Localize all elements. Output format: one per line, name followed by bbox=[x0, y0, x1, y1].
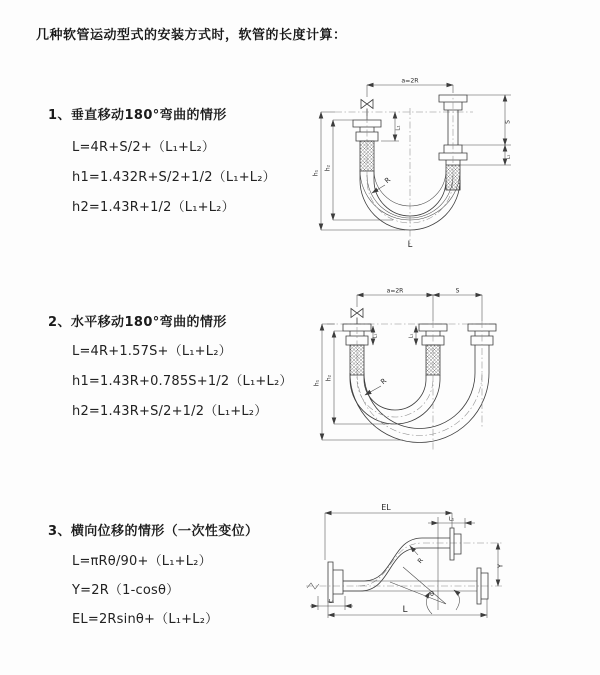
dim-label-l1-mid: L₁ bbox=[408, 333, 415, 339]
dimension-l1-left bbox=[373, 326, 379, 345]
formula-1-h2: h2=1.43R+1/2（L₁+L₂） bbox=[72, 200, 235, 215]
formula-3-Y: Y=2R（1-cosθ） bbox=[72, 583, 180, 598]
left-flange bbox=[328, 562, 343, 602]
valve-icon bbox=[351, 309, 363, 325]
dim-label-y: Y bbox=[496, 563, 505, 569]
dim-label-l1-left: L₁ bbox=[395, 125, 402, 131]
section-2-heading: 2、水平移动180°弯曲的情形 bbox=[48, 315, 227, 330]
formula-2-h1: h1=1.43R+0.785S+1/2（L₁+L₂） bbox=[72, 374, 293, 389]
dimension-l1-top bbox=[428, 517, 475, 529]
radius-callout bbox=[365, 377, 388, 395]
formula-3-EL: EL=2Rsinθ+（L₁+L₂） bbox=[72, 612, 219, 627]
dimension-h2 bbox=[325, 120, 394, 220]
dimension-y bbox=[497, 543, 505, 586]
formula-3-L: L=πRθ/90+（L₁+L₂） bbox=[72, 554, 212, 569]
radius-callout bbox=[390, 546, 446, 604]
diagram-horizontal-180-bend bbox=[305, 283, 545, 463]
centerline-curve bbox=[358, 543, 422, 586]
formula-1-h1: h1=1.432R+S/2+1/2（L₁+L₂） bbox=[72, 170, 276, 185]
dimension-l1-bottom bbox=[310, 596, 353, 610]
dimension-a2r bbox=[357, 288, 433, 296]
section-1-heading: 1、垂直移动180°弯曲的情形 bbox=[48, 108, 227, 123]
dim-label-l1-top: L₁ bbox=[448, 516, 455, 523]
formula-2-h2: h2=1.43R+S/2+1/2（L₁+L₂） bbox=[72, 404, 268, 419]
dimension-s bbox=[460, 95, 512, 165]
dimension-l1-left bbox=[381, 112, 402, 141]
angle-theta bbox=[426, 590, 459, 614]
right-upper-flange bbox=[450, 528, 461, 560]
dimension-l1-right bbox=[505, 145, 512, 165]
dim-label-l1-bottom: L₁ bbox=[328, 599, 335, 605]
dimension-el bbox=[325, 503, 455, 560]
dim-label-h1: h₁ bbox=[313, 379, 321, 387]
dim-label-r: R bbox=[383, 175, 393, 186]
dimension-l1-mid bbox=[409, 326, 417, 345]
page-title: 几种软管运动型式的安装方式时，软管的长度计算： bbox=[36, 28, 347, 43]
dim-label-s: S bbox=[455, 287, 460, 295]
dim-label-h2: h₂ bbox=[325, 374, 333, 382]
diagram-lateral-displacement bbox=[298, 498, 600, 648]
dimension-l bbox=[328, 599, 487, 618]
u-bend-hose bbox=[350, 321, 489, 451]
dim-label-a2r: a=2R bbox=[386, 287, 404, 295]
dim-label-theta: θ bbox=[430, 590, 434, 598]
diagram-vertical-180-bend bbox=[305, 68, 540, 260]
break-mark bbox=[307, 583, 319, 589]
dim-label-l1-right: L₁ bbox=[505, 154, 512, 160]
s-curve-hose bbox=[343, 538, 450, 591]
dimension-a2r bbox=[367, 78, 453, 98]
dim-label-a2r: a=2R bbox=[401, 77, 419, 85]
section-3-heading: 3、横向位移的情形（一次性变位） bbox=[48, 524, 259, 539]
dim-label-r: R bbox=[415, 556, 425, 566]
formula-1-L: L=4R+S/2+（L₁+L₂） bbox=[72, 140, 216, 155]
formula-2-L: L=4R+1.57S+（L₁+L₂） bbox=[72, 344, 232, 359]
dim-label-l: L bbox=[402, 605, 408, 615]
dim-label-l: L bbox=[407, 240, 413, 250]
dim-label-l1-left: L₁ bbox=[372, 333, 379, 339]
dim-label-el: EL bbox=[381, 503, 391, 512]
dim-label-r: R bbox=[379, 376, 389, 387]
dim-label-s: S bbox=[504, 120, 512, 124]
dim-label-h1: h₁ bbox=[312, 169, 320, 177]
dimension-s bbox=[357, 288, 482, 322]
dim-label-h2: h₂ bbox=[324, 164, 332, 172]
